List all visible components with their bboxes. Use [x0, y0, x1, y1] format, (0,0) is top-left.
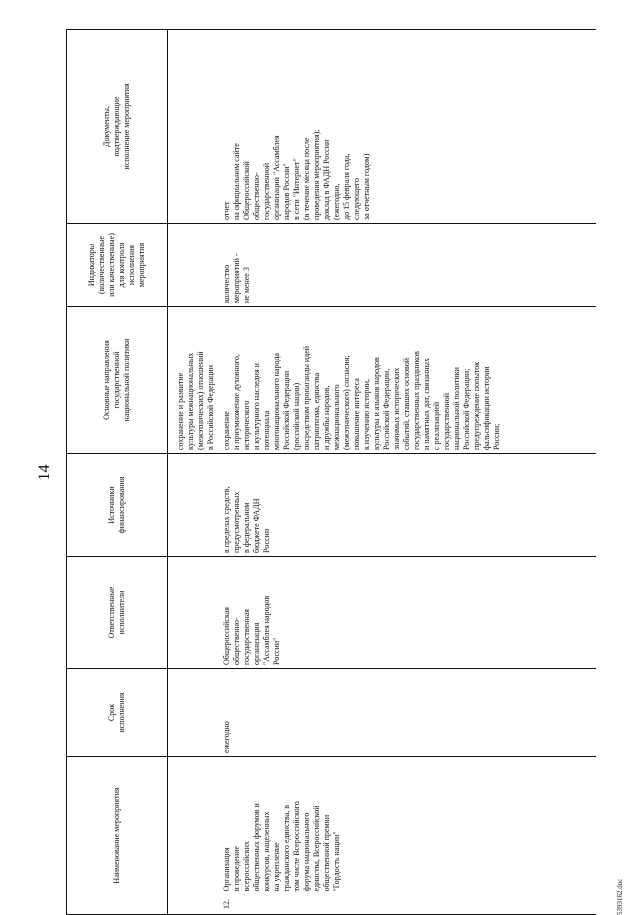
- row-policy-cell: сохранение и приумножение духовного, исторического и культурного наследия и потенциала многонационального народа Российской Федерации (российской нации) посредством пропаганды идей патриотизма, единства и дружбы народов, межнационального (межэтнического) согласия; повышение интереса к изучению истории, культуры и языков народов Российской Федерации, значимых исторических событий, ставших основой государственных праздников и памятных дат, связанных с реализацией государственной национальной политики Российской Федерации; предупреждение попыток фальсификации истории России;: [216, 307, 596, 454]
- row-deadline-cell: ежегодно: [216, 669, 596, 757]
- rotated-page: [30, 30, 630, 915]
- row-name-cell: Организация и проведение всероссийских общественных форумов и конкурсов, нацеленных на укрепление гражданского единства, в том числе Всероссийского форума национального единства, Всероссийской общественной премии "Гордость нации": [216, 757, 596, 895]
- header-name: Наименование мероприятия: [67, 757, 168, 915]
- header-funding: Источники финансирования: [67, 454, 168, 557]
- row-funding-cell: в пределах средств, предусмотренных в федеральном бюджете ФАДН России: [216, 454, 596, 557]
- document-id: 5393162.doc: [616, 878, 624, 915]
- page-number: 14: [36, 464, 53, 481]
- continuation-policy-cell: сохранение и развитие культуры межнациональных (межэтнических) отношений в Российской Федерации: [168, 307, 217, 454]
- table-row: [216, 30, 596, 915]
- header-indicators: Индикаторы (количественные или качественные) для контроля исполнения мероприятия: [67, 224, 168, 307]
- header-policy: Основные направления государственной национальной политики: [67, 307, 168, 454]
- header-deadline: Срок исполнения: [67, 669, 168, 757]
- measures-table: [66, 29, 596, 915]
- header-row: [67, 30, 168, 915]
- header-documents: Документы, подтверждающие исполнение мероприятия: [67, 30, 168, 224]
- row-number: 12.: [216, 895, 596, 915]
- row-documents-cell: отчет на официальном сайте Общероссийской общественно- государственной организации "Ассамблея народов России" в сети "Интернет" (в течение месяца после проведения мероприятия); доклад в ФАДН России (ежегодно, до 15 февраля года, следующего за отчетным годом): [216, 30, 596, 224]
- row-indicators-cell: количество мероприятий - не менее 3: [216, 224, 596, 307]
- row-executors-cell: Общероссийская общественно- государственная организация "Ассамблея народов России": [216, 557, 596, 669]
- header-executors: Ответственные исполнители: [67, 557, 168, 669]
- continuation-row: [168, 30, 217, 915]
